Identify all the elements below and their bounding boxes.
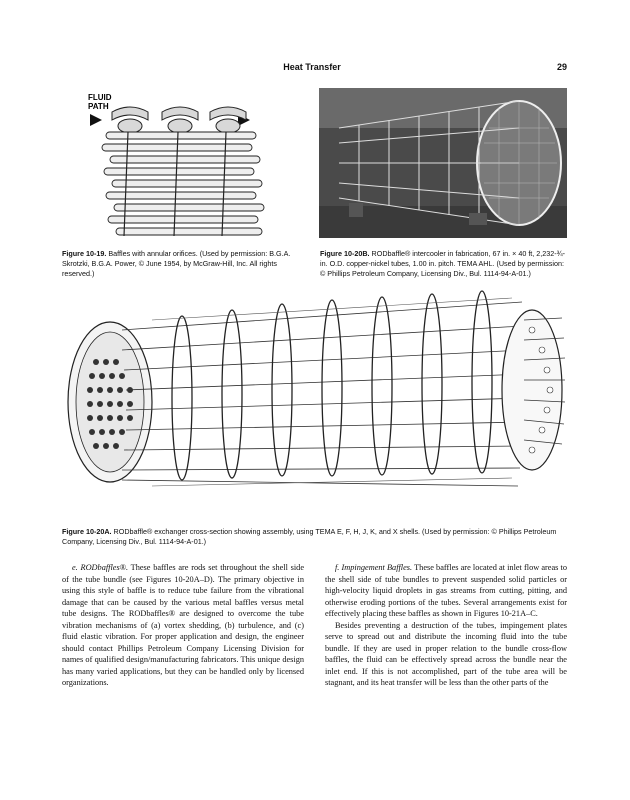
body-column-left: [62, 562, 304, 689]
rodbaffles-heading: e. RODbaffles®.: [72, 563, 129, 572]
paragraph-impingement-continued: Besides preventing a destruction of the tubes, impingement plates serve to spread out and distribute the incoming fluid into the tube bundle. If they are used in proper relation to the bundle cross-flow baffles, the fluid can be effectively spread across the bundle near the inlet end. If this is not accomplished, part of the tube area will be stagnant, and its heat transfer will be less than the other parts of the: [325, 620, 567, 687]
paragraph-rodbaffles: [62, 562, 304, 689]
figure-10-20b-label: Figure 10-20B.: [320, 249, 370, 258]
fluid-path-label-line2: PATH: [88, 102, 109, 111]
figure-10-20a-illustration: [62, 290, 567, 515]
figure-10-20b-text: RODbaffle® intercooler in fabrication, 67 in. × 40 ft, 2,232-¾-in. O.D. copper-nickel tubes, 1.00 in. pitch. TEMA AHL. (Used by permission: © Phillips Petroleum Company, Licensing Div., Bul. 1114-94-A-01.): [320, 249, 566, 278]
figure-10-19-label: Figure 10-19.: [62, 249, 107, 258]
figure-10-20b-caption: [320, 249, 567, 279]
page-number: 29: [556, 62, 567, 72]
body-column-right: [325, 562, 567, 689]
inlet-arrow-icon: [90, 114, 102, 126]
figure-10-20b-photo: [319, 88, 567, 238]
right-tubesheet: [502, 310, 565, 470]
figure-10-20a-caption: [62, 527, 567, 547]
baffle-rings: [172, 291, 492, 480]
tie-rods: [152, 298, 512, 486]
rodbaffles-text: These baffles are rods set throughout the shell side of the tube bundle (see Figures 10-20A–D). The primary objective in using this style of baffle is to reduce tube failure from the vibrational damage that can be caused by the various metal baffles versus metal tube designs. The RODbaffles® are designed to overcome the tube vibration mechanisms of (a) vortex shedding, (b) turbulence, and (c) fluid elastic vibration. For proper application and design, the engineer should contact Phillips Petroleum Company Licensing Division for names of qualified design/manufacturing fabricators. This unique design has many varied applications, but they can be handled only by licensed organizations.: [62, 563, 305, 687]
running-header: [62, 62, 567, 76]
figure-10-20a-label: Figure 10-20A.: [62, 527, 112, 536]
left-tubesheet: [68, 322, 152, 482]
figure-10-19-caption: [62, 249, 304, 279]
rod-bundle: [122, 302, 524, 486]
figure-10-19-text: Baffles with annular orifices. (Used by permission: B.G.A. Skrotzki, B.G.A. Power, © June 1954, by McGraw-Hill, Inc. All rights reserved.): [62, 249, 291, 278]
figure-10-19-illustration: [62, 82, 314, 244]
running-title: Heat Transfer: [283, 62, 341, 72]
impingement-heading: f. Impingement Baffles.: [335, 563, 413, 572]
impingement-text: These baffles are located at inlet flow areas to the shell side of tube bundles to prevent suspended solid particles or high-velocity liquid droplets in gas streams from cutting, pitting, and otherwise eroding portions of the tubes. Several arrangements exist for effectively placing these baffles as shown in Figures 10-21A–C.: [325, 563, 567, 618]
figure-10-20a-text: RODbaffle® exchanger cross-section showing assembly, using TEMA E, F, H, J, K, and X shells. (Used by permission: © Phillips Petroleum Company, Licensing Div., Bul. 1114-94-A-01.): [62, 527, 557, 546]
fluid-path-label-line1: FLUID: [88, 93, 112, 102]
paragraph-impingement: [325, 562, 567, 620]
annular-baffle-plates: [112, 107, 246, 133]
